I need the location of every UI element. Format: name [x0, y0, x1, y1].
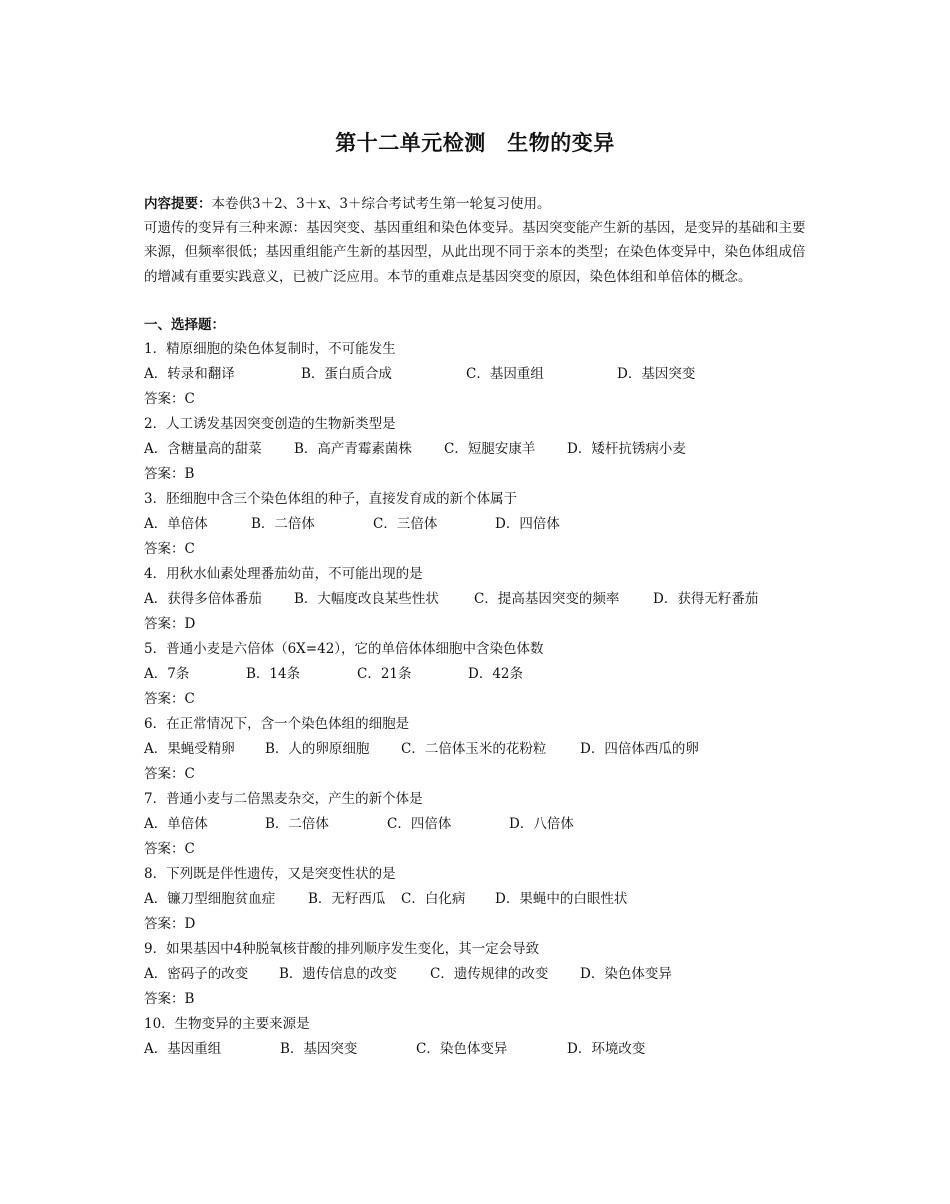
- answer-line: 答案：D: [144, 616, 196, 633]
- option-a: A．镰刀型细胞贫血症: [144, 891, 276, 908]
- intro-label: 内容提要：: [144, 196, 212, 212]
- option-a: A．含糖量高的甜菜: [144, 441, 262, 458]
- option-b: B．14条: [246, 666, 301, 683]
- answer-line: 答案：B: [144, 466, 195, 483]
- question-options: [144, 962, 814, 987]
- option-d: D．42条: [468, 666, 524, 683]
- question-options: [144, 362, 814, 387]
- question-stem: 3．胚细胞中含三个染色体组的种子，直接发育成的新个体属于: [144, 491, 518, 508]
- option-c: C．短腿安康羊: [444, 441, 536, 458]
- answer-line: 答案：D: [144, 916, 196, 933]
- answer-line: 答案：C: [144, 541, 195, 558]
- answer-line: 答案：C: [144, 841, 195, 858]
- question-stem: 1．精原细胞的染色体复制时，不可能发生: [144, 341, 396, 358]
- question-options: [144, 512, 814, 537]
- option-b: B．高产青霉素菌株: [294, 441, 412, 458]
- option-d: D．环境改变: [567, 1041, 646, 1058]
- question-options: [144, 812, 814, 837]
- option-b: B．基因突变: [280, 1041, 358, 1058]
- question-options: [144, 662, 814, 687]
- answer-line: 答案：C: [144, 691, 195, 708]
- question-options: [144, 1037, 814, 1062]
- answer-line: 答案：C: [144, 766, 195, 783]
- option-c: C．提高基因突变的频率: [474, 591, 620, 608]
- option-d: D．获得无籽番茄: [653, 591, 759, 608]
- question-options: [144, 437, 814, 462]
- question-stem: 5．普通小麦是六倍体（6X=42），它的单倍体体细胞中含染色体数: [144, 641, 544, 658]
- option-b: B．大幅度改良某些性状: [294, 591, 439, 608]
- intro-first-line: [144, 192, 814, 216]
- option-d: D．四倍体: [495, 516, 560, 533]
- option-d: D．四倍体西瓜的卵: [580, 741, 699, 758]
- question-options: [144, 887, 814, 912]
- option-a: A．单倍体: [144, 516, 208, 533]
- option-c: C．基因重组: [466, 366, 544, 383]
- option-b: B．蛋白质合成: [301, 366, 392, 383]
- option-a: A．果蝇受精卵: [144, 741, 235, 758]
- option-c: C．二倍体玉米的花粉粒: [401, 741, 547, 758]
- option-d: D．矮杆抗锈病小麦: [567, 441, 686, 458]
- option-b: B．二倍体: [251, 516, 315, 533]
- option-c: C．三倍体: [373, 516, 438, 533]
- option-b: B．遗传信息的改变: [279, 966, 397, 983]
- question-options: [144, 737, 814, 762]
- intro-first-line-text: 本卷供3＋2、3＋x、3＋综合考试考生第一轮复习使用。: [211, 196, 551, 212]
- option-c: C．染色体变异: [416, 1041, 508, 1058]
- question-stem: 10．生物变异的主要来源是: [144, 1016, 310, 1033]
- option-a: A．单倍体: [144, 816, 208, 833]
- option-b: B．无籽西瓜: [308, 891, 386, 908]
- option-b: B．人的卵原细胞: [265, 741, 370, 758]
- question-stem: 9．如果基因中4种脱氧核苷酸的排列顺序发生变化，其一定会导致: [144, 941, 540, 958]
- option-d: D．染色体变异: [580, 966, 672, 983]
- question-stem: 8．下列既是伴性遗传，又是突变性状的是: [144, 866, 396, 883]
- question-stem: 4．用秋水仙素处理番茄幼苗，不可能出现的是: [144, 566, 423, 583]
- question-options: [144, 587, 814, 612]
- option-d: D．基因突变: [617, 366, 696, 383]
- question-stem: 7．普通小麦与二倍黑麦杂交，产生的新个体是: [144, 791, 423, 808]
- section-title: 一、选择题：: [144, 316, 225, 333]
- document-body: [144, 192, 814, 1062]
- question-list: [144, 337, 814, 1062]
- option-a: A．获得多倍体番茄: [144, 591, 262, 608]
- option-d: D．八倍体: [509, 816, 574, 833]
- intro-paragraph: 可遗传的变异有三种来源：基因突变、基因重组和染色体变异。基因突变能产生新的基因，是变异的基础和主要来源，但频率很低；基因重组能产生新的基因型，从此出现不同于亲本的类型；在染色体变异中，染色体组成倍的增减有重要实践意义，已被广泛应用。本节的重难点是基因突变的原因，染色体组和单倍体的概念。: [144, 220, 806, 285]
- option-c: C．遗传规律的改变: [430, 966, 549, 983]
- option-a: A．基因重组: [144, 1041, 222, 1058]
- option-a: A．密码子的改变: [144, 966, 249, 983]
- option-a: A．转录和翻译: [144, 366, 235, 383]
- answer-line: 答案：C: [144, 391, 195, 408]
- page-title: 第十二单元检测 生物的变异: [335, 131, 615, 155]
- option-c: C．四倍体: [387, 816, 452, 833]
- intro-block: [144, 192, 814, 289]
- option-d: D．果蝇中的白眼性状: [495, 891, 628, 908]
- question-stem: 2．人工诱发基因突变创造的生物新类型是: [144, 416, 396, 433]
- option-c: C．白化病: [401, 891, 466, 908]
- option-a: A．7条: [144, 666, 190, 683]
- option-c: C．21条: [357, 666, 412, 683]
- question-stem: 6．在正常情况下，含一个染色体组的细胞是: [144, 716, 410, 733]
- option-b: B．二倍体: [265, 816, 329, 833]
- answer-line: 答案：B: [144, 991, 195, 1008]
